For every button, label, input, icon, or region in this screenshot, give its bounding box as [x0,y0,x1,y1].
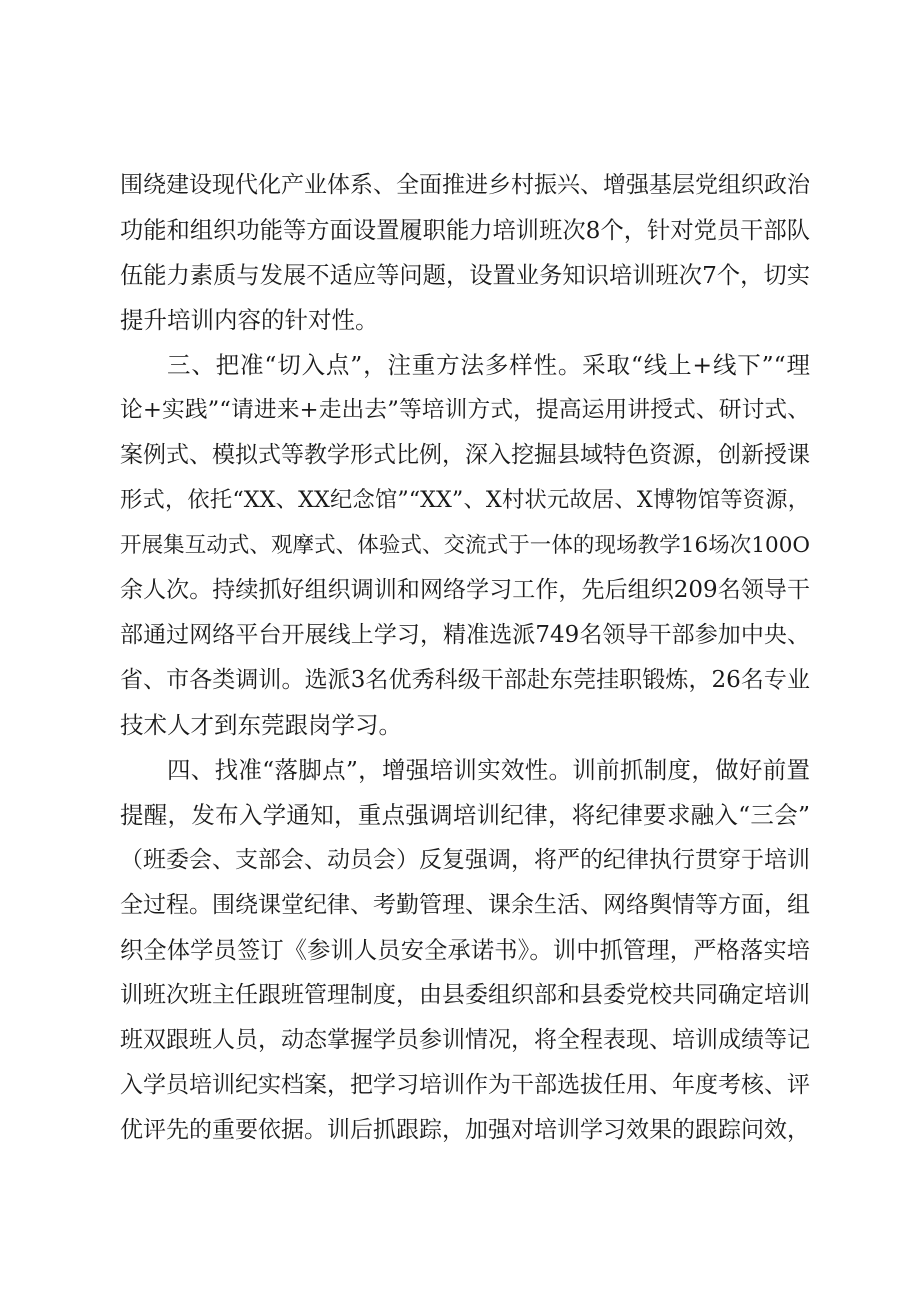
text-line: 案例式、模拟式等教学形式比例，深入挖掘县域特色资源，创新授课 [120,442,810,468]
text-line: 织全体学员签订《参训人员安全承诺书》。训中抓管理，严格落实培 [120,937,810,964]
text-line: 部通过网络平台开展线上学习，精准选派749名领导干部参加中央、 [120,622,810,648]
text-line: 论+实践”“请进来+走出去”等培训方式，提高运用讲授式、研讨式、 [120,397,810,423]
document-body [120,163,810,1153]
text-line: 形式，依托“XX、XX纪念馆”“XX”、X村状元故居、X博物馆等资源， [120,487,810,513]
text-line: （班委会、支部会、动员会）反复强调，将严的纪律执行贯穿于培训 [120,847,810,873]
text-line: 三、把准“切入点”，注重方法多样性。采取“线上+线下”“理 [167,351,810,379]
text-line: 训班次班主任跟班管理制度，由县委组织部和县委党校共同确定培训 [120,982,810,1008]
text-line: 功能和组织功能等方面设置履职能力培训班次8个，针对党员干部队 [120,217,810,244]
text-line: 围绕建设现代化产业体系、全面推进乡村振兴、增强基层党组织政治 [120,172,810,198]
text-line: 入学员培训纪实档案，把学习培训作为干部选拔任用、年度考核、评 [120,1072,810,1098]
text-line: 技术人才到东莞跟岗学习。 [120,711,402,739]
text-line: 优评先的重要依据。训后抓跟踪，加强对培训学习效果的跟踪问效， [120,1117,810,1143]
text-line: 提醒，发布入学通知，重点强调培训纪律，将纪律要求融入“三会” [120,801,810,829]
text-line: 班双跟班人员，动态掌握学员参训情况，将全程表现、培训成绩等记 [120,1027,810,1053]
text-line: 省、市各类调训。选派3名优秀科级干部赴东莞挂职锻炼，26名专业 [120,667,810,693]
text-line: 余人次。持续抓好组织调训和网络学习工作，先后组织209名领导干 [120,577,810,603]
text-line: 开展集互动式、观摩式、体验式、交流式于一体的现场教学16场次100O [120,533,810,558]
text-line: 四、找准“落脚点”，增强培训实效性。训前抓制度，做好前置 [167,756,810,784]
text-line: 提升培训内容的针对性。 [120,306,379,334]
text-line: 伍能力素质与发展不适应等问题，设置业务知识培训班次7个，切实 [120,262,810,289]
text-line: 全过程。围绕课堂纪律、考勤管理、课余生活、网络舆情等方面，组 [120,892,810,918]
